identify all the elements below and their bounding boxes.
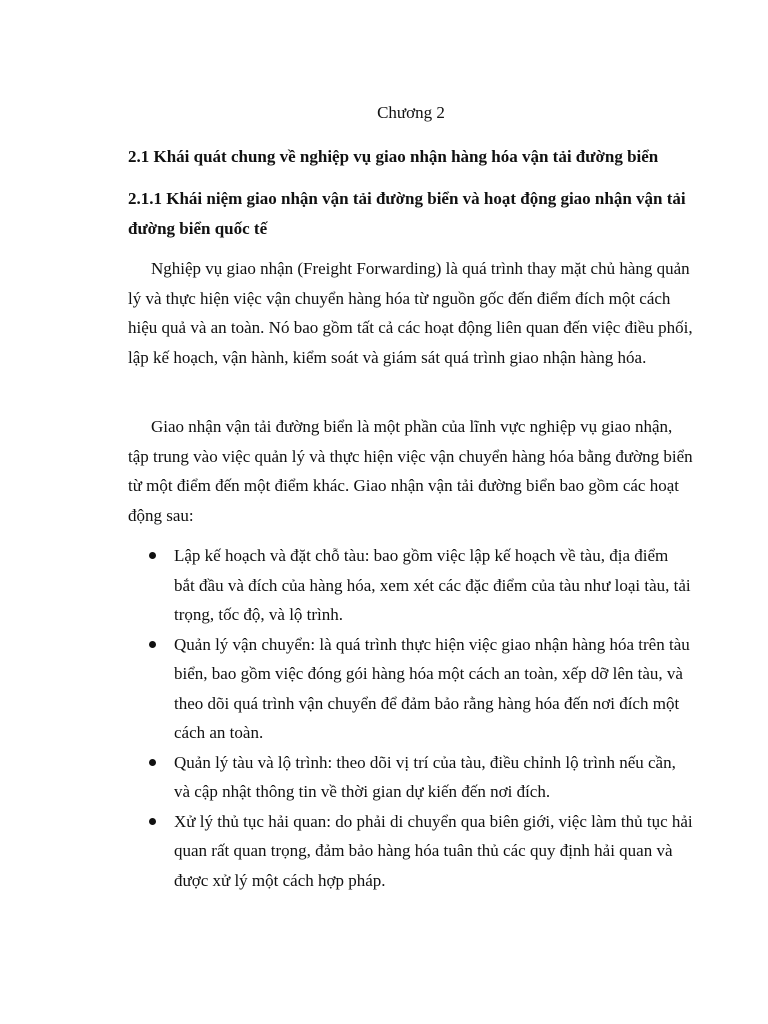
list-item-text: Quản lý tàu và lộ trình: theo dõi vị trí của tàu, điều chỉnh lộ trình nếu cần, và cập nhật thông tin về thời gian dự kiến đến nơi đích.: [174, 752, 676, 801]
list-item-text: Lập kế hoạch và đặt chỗ tàu: bao gồm việc lập kế hoạch về tàu, địa điểm bắt đầu và đích của hàng hóa, xem xét các đặc điểm của tàu như loại tàu, tải trọng, tốc độ, và lộ trình.: [174, 546, 691, 624]
bullet-icon: [149, 641, 156, 648]
bullet-icon: [149, 818, 156, 825]
bullet-icon: [149, 759, 156, 766]
list-item-text: Xử lý thủ tục hải quan: do phải di chuyển qua biên giới, việc làm thủ tục hải quan rất quan trọng, đảm bảo hàng hóa tuân thủ các quy định hải quan và được xử lý một cách hợp pháp.: [174, 811, 693, 890]
bullet-icon: [149, 552, 156, 559]
list-item-text: Quản lý vận chuyển: là quá trình thực hiện việc giao nhận hàng hóa trên tàu biển, bao gồm việc đóng gói hàng hóa một cách an toàn, xếp dỡ lên tàu, và theo dõi quá trình vận chuyển để đảm bảo rằng hàng hóa đến nơi đích một cách an toàn.: [174, 634, 690, 742]
body-paragraph: Nghiệp vụ giao nhận (Freight Forwarding) là quá trình thay mặt chủ hàng quản lý và thực hiện việc vận chuyển hàng hóa từ nguồn gốc đến điểm đích một cách hiệu quả và an toàn. Nó bao gồm tất cả các hoạt động liên quan đến việc điều phối, lập kế hoạch, vận hành, kiểm soát và giám sát quá trình giao nhận hàng hóa.: [128, 259, 693, 367]
list-item: [128, 630, 693, 748]
subsection-heading: 2.1.1 Khái niệm giao nhận vận tải đường biển và hoạt động giao nhận vận tải đường biển quốc tế: [128, 189, 686, 238]
list-item: [128, 541, 693, 630]
list-item: [128, 748, 693, 807]
activity-list: [128, 541, 693, 895]
section-heading: 2.1 Khái quát chung về nghiệp vụ giao nhận hàng hóa vận tải đường biển: [128, 147, 659, 166]
list-item: [128, 807, 693, 896]
body-paragraph: Giao nhận vận tải đường biển là một phần của lĩnh vực nghiệp vụ giao nhận, tập trung vào việc quản lý và thực hiện việc vận chuyển hàng hóa bằng đường biển từ một điểm đến một điểm khác. Giao nhận vận tải đường biển bao gồm các hoạt động sau:: [128, 417, 693, 525]
chapter-title: Chương 2: [377, 103, 445, 122]
